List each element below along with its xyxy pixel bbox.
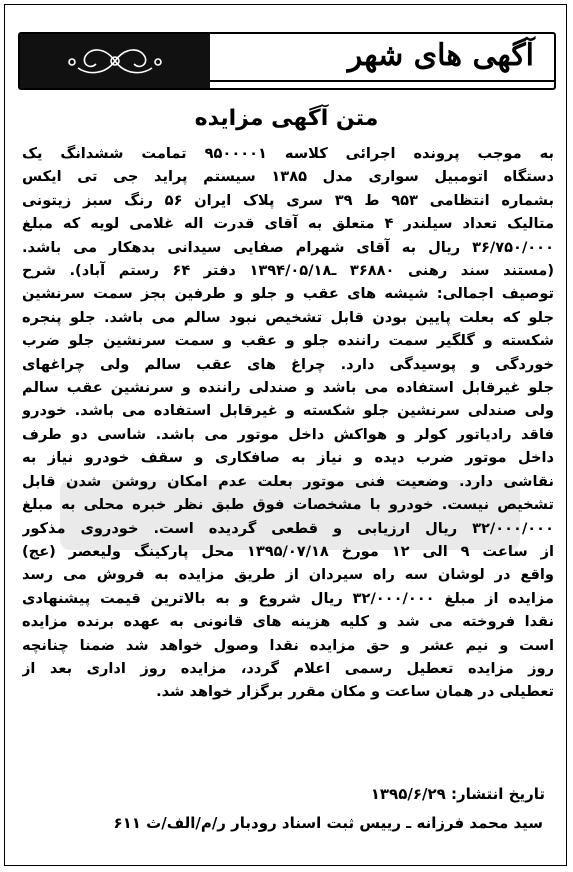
notice-line: شکسته و گلگیر سمت راننده جلو و عقب و سمت سرنشین جلو ضرب	[22, 332, 554, 350]
notice-line: متالیک تعداد سیلندر ۴ متعلق به آقای قدرت اله غلامی لویه که مبلغ	[22, 215, 554, 233]
notice-line: داخل موتور ضرب دیده و نیاز به صافکاری و سقف خودرو نیاز به	[22, 449, 554, 467]
notice-line: روز مزایده تعطیل رسمی اعلام گردد، مزایده روز اداری بعد از	[22, 659, 554, 677]
publish-date: تاریخ انتشار: ۱۳۹۵/۶/۲۹	[370, 785, 545, 803]
notice-line: نقدا فروخته می شد و کلیه هزینه های قانونی به عهده برنده مزایده	[22, 613, 554, 631]
notice-line: جلو غیرقابل استفاده می باشد و صندلی راننده و سرنشین عقب سالم	[22, 379, 554, 397]
notice-title: متن آگهی مزایده	[194, 106, 379, 131]
floral-ornament-icon	[60, 42, 170, 80]
header-underline	[210, 80, 554, 82]
notice-line: جلو که بعلت پایین بودن قابل تشخیص نبود سالم می باشد. جلو پنجره	[22, 308, 554, 326]
notice-line: توصیف اجمالی: شیشه های عقب و جلو و طرفین بجز سمت سرنشین	[22, 285, 554, 303]
signature-line: سید محمد فرزانه ـ رییس ثبت اسناد رودبار ر/م/الف/ث ۶۱۱	[113, 814, 543, 832]
notice-line: به موجب پرونده اجرائی کلاسه ۹۵۰۰۰۰۱ تمامت ششدانگ یک	[22, 145, 554, 162]
notice-line: از ساعت ۹ الی ۱۲ مورخ ۱۳۹۵/۰۷/۱۸ محل پارکینگ ولیعصر (عج)	[22, 542, 554, 560]
notice-line: است و نیم عشر و حق مزایده نقدا وصول خواهد شد ضمنا چنانچه	[22, 636, 554, 654]
section-header	[18, 32, 556, 90]
notice-line: نقاشی دارد. وضعیت فنی موتور بعلت عدم امکان روشن شدن قابل	[22, 472, 554, 490]
notice-line: ۳۶/۷۵۰/۰۰۰ ریال به آقای شهرام صفایی سیدانی بدهکار می باشد.	[22, 238, 554, 256]
notice-line: واقع در لوشان سه راه سیردان از طریق مزایده به فروش می رسد	[22, 566, 554, 584]
header-decor-bar	[20, 34, 210, 88]
notice-line: فاقد رادیاتور کولر و هواکش داخل موتور می باشد. شاسی دو طرف	[22, 425, 554, 443]
notice-line: تعطیلی در همان ساعت و مکان مقرر برگزار خواهد شد.	[156, 683, 554, 701]
notice-line: دستگاه اتومبیل سواری مدل ۱۳۸۵ سیستم پراید جی تی ایکس	[22, 168, 554, 186]
notice-line: (مستند سند رهنی ۳۶۸۸۰ ـ۱۳۹۴/۰۵/۱۸ دفتر ۶۴ رستم آباد). شرح	[22, 262, 554, 280]
header-title: آگهی های شهر	[347, 38, 534, 73]
notice-line: بشماره انتظامی ۹۵۳ ط ۳۹ سری پلاک ایران ۵۶ رنگ سبز زیتونی	[22, 191, 554, 209]
notice-line: مزایده از مبلغ ۳۲/۰۰۰/۰۰۰ ریال شروع و به بالاترین قیمت پیشنهادی	[22, 589, 554, 607]
notice-body	[22, 142, 554, 704]
notice-line: تشخیص نیست. خودرو با مشخصات فوق طبق نظر خبره محلی به مبلغ	[22, 496, 554, 514]
notice-line: ولی صندلی سرنشین جلو شکسته و غیرقابل استفاده می باشد. خودرو	[22, 402, 554, 420]
notice-line: خوردگی و پوسیدگی دارد. چراغ های عقب سالم ولی چراغهای	[22, 355, 554, 373]
notice-line: ۳۲/۰۰۰/۰۰۰ ریال ارزیابی و قطعی گردیده است. خودروی مذکور	[22, 519, 554, 537]
